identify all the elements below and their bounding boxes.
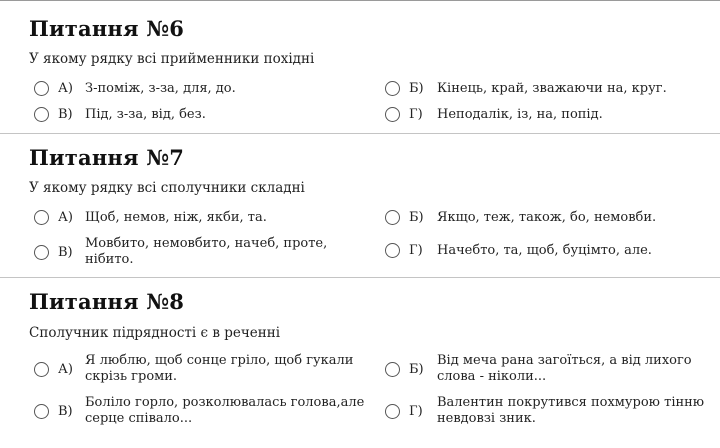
question-text: У якому рядку всі сполучники складні [29,180,305,196]
option-c[interactable] [34,236,364,270]
option-letter: Г) [409,107,423,122]
option-c[interactable] [34,106,354,132]
option-text: Валентин покрутився похмурою тінню невдовзі зник. [437,395,705,426]
question-title: Питання №6 [29,16,185,41]
option-letter: Г) [409,243,423,258]
option-text: Мовбито, немовбито, начеб, проте, нібито. [85,236,328,267]
option-text: З-поміж, з-за, для, до. [85,81,236,96]
option-b[interactable] [385,353,715,387]
option-text: Начебто, та, щоб, буцімто, але. [437,243,652,258]
radio-button[interactable] [34,210,49,225]
option-a[interactable] [34,209,354,235]
option-letter: А) [58,362,73,377]
option-text: Від меча рана загоїться, а від лихого слова - ніколи... [437,353,692,384]
option-c[interactable] [34,395,379,429]
option-letter: Б) [409,210,424,225]
radio-button[interactable] [34,362,49,377]
option-text: Якщо, теж, також, бо, немовби. [437,210,657,225]
option-letter: А) [58,81,73,96]
option-d[interactable] [385,106,715,132]
option-text: Кінець, край, зважаючи на, круг. [437,81,667,96]
option-text: Щоб, немов, ніж, якби, та. [85,210,267,225]
option-letter: Б) [409,362,424,377]
radio-button[interactable] [385,404,400,419]
option-text: Неподалік, із, на, попід. [437,107,603,122]
question-text: У якому рядку всі прийменники похідні [29,51,315,67]
option-text: Під, з-за, від, без. [85,107,206,122]
option-d[interactable] [385,395,720,429]
question-title: Питання №8 [29,289,185,314]
question-7 [0,134,720,278]
radio-button[interactable] [34,404,49,419]
question-8 [0,278,720,448]
question-text: Сполучник підрядності є в реченні [29,325,281,341]
radio-button[interactable] [34,245,49,260]
radio-button[interactable] [385,362,400,377]
option-a[interactable] [34,353,374,387]
radio-button[interactable] [385,243,400,258]
option-text: Я люблю, щоб сонце гріло, щоб гукали скрізь громи. [85,353,354,384]
option-a[interactable] [34,80,354,106]
option-b[interactable] [385,80,715,106]
radio-button[interactable] [385,81,400,96]
option-letter: В) [58,245,73,260]
option-d[interactable] [385,242,715,268]
option-letter: Б) [409,81,424,96]
option-letter: В) [58,107,73,122]
radio-button[interactable] [34,107,49,122]
option-text: Боліло горло, розколювалась голова,але серце співало... [85,395,365,426]
question-6 [0,6,720,134]
radio-button[interactable] [385,107,400,122]
radio-button[interactable] [385,210,400,225]
option-letter: В) [58,404,73,419]
option-b[interactable] [385,209,715,235]
question-title: Питання №7 [29,145,185,170]
radio-button[interactable] [34,81,49,96]
option-letter: А) [58,210,73,225]
option-letter: Г) [409,404,423,419]
